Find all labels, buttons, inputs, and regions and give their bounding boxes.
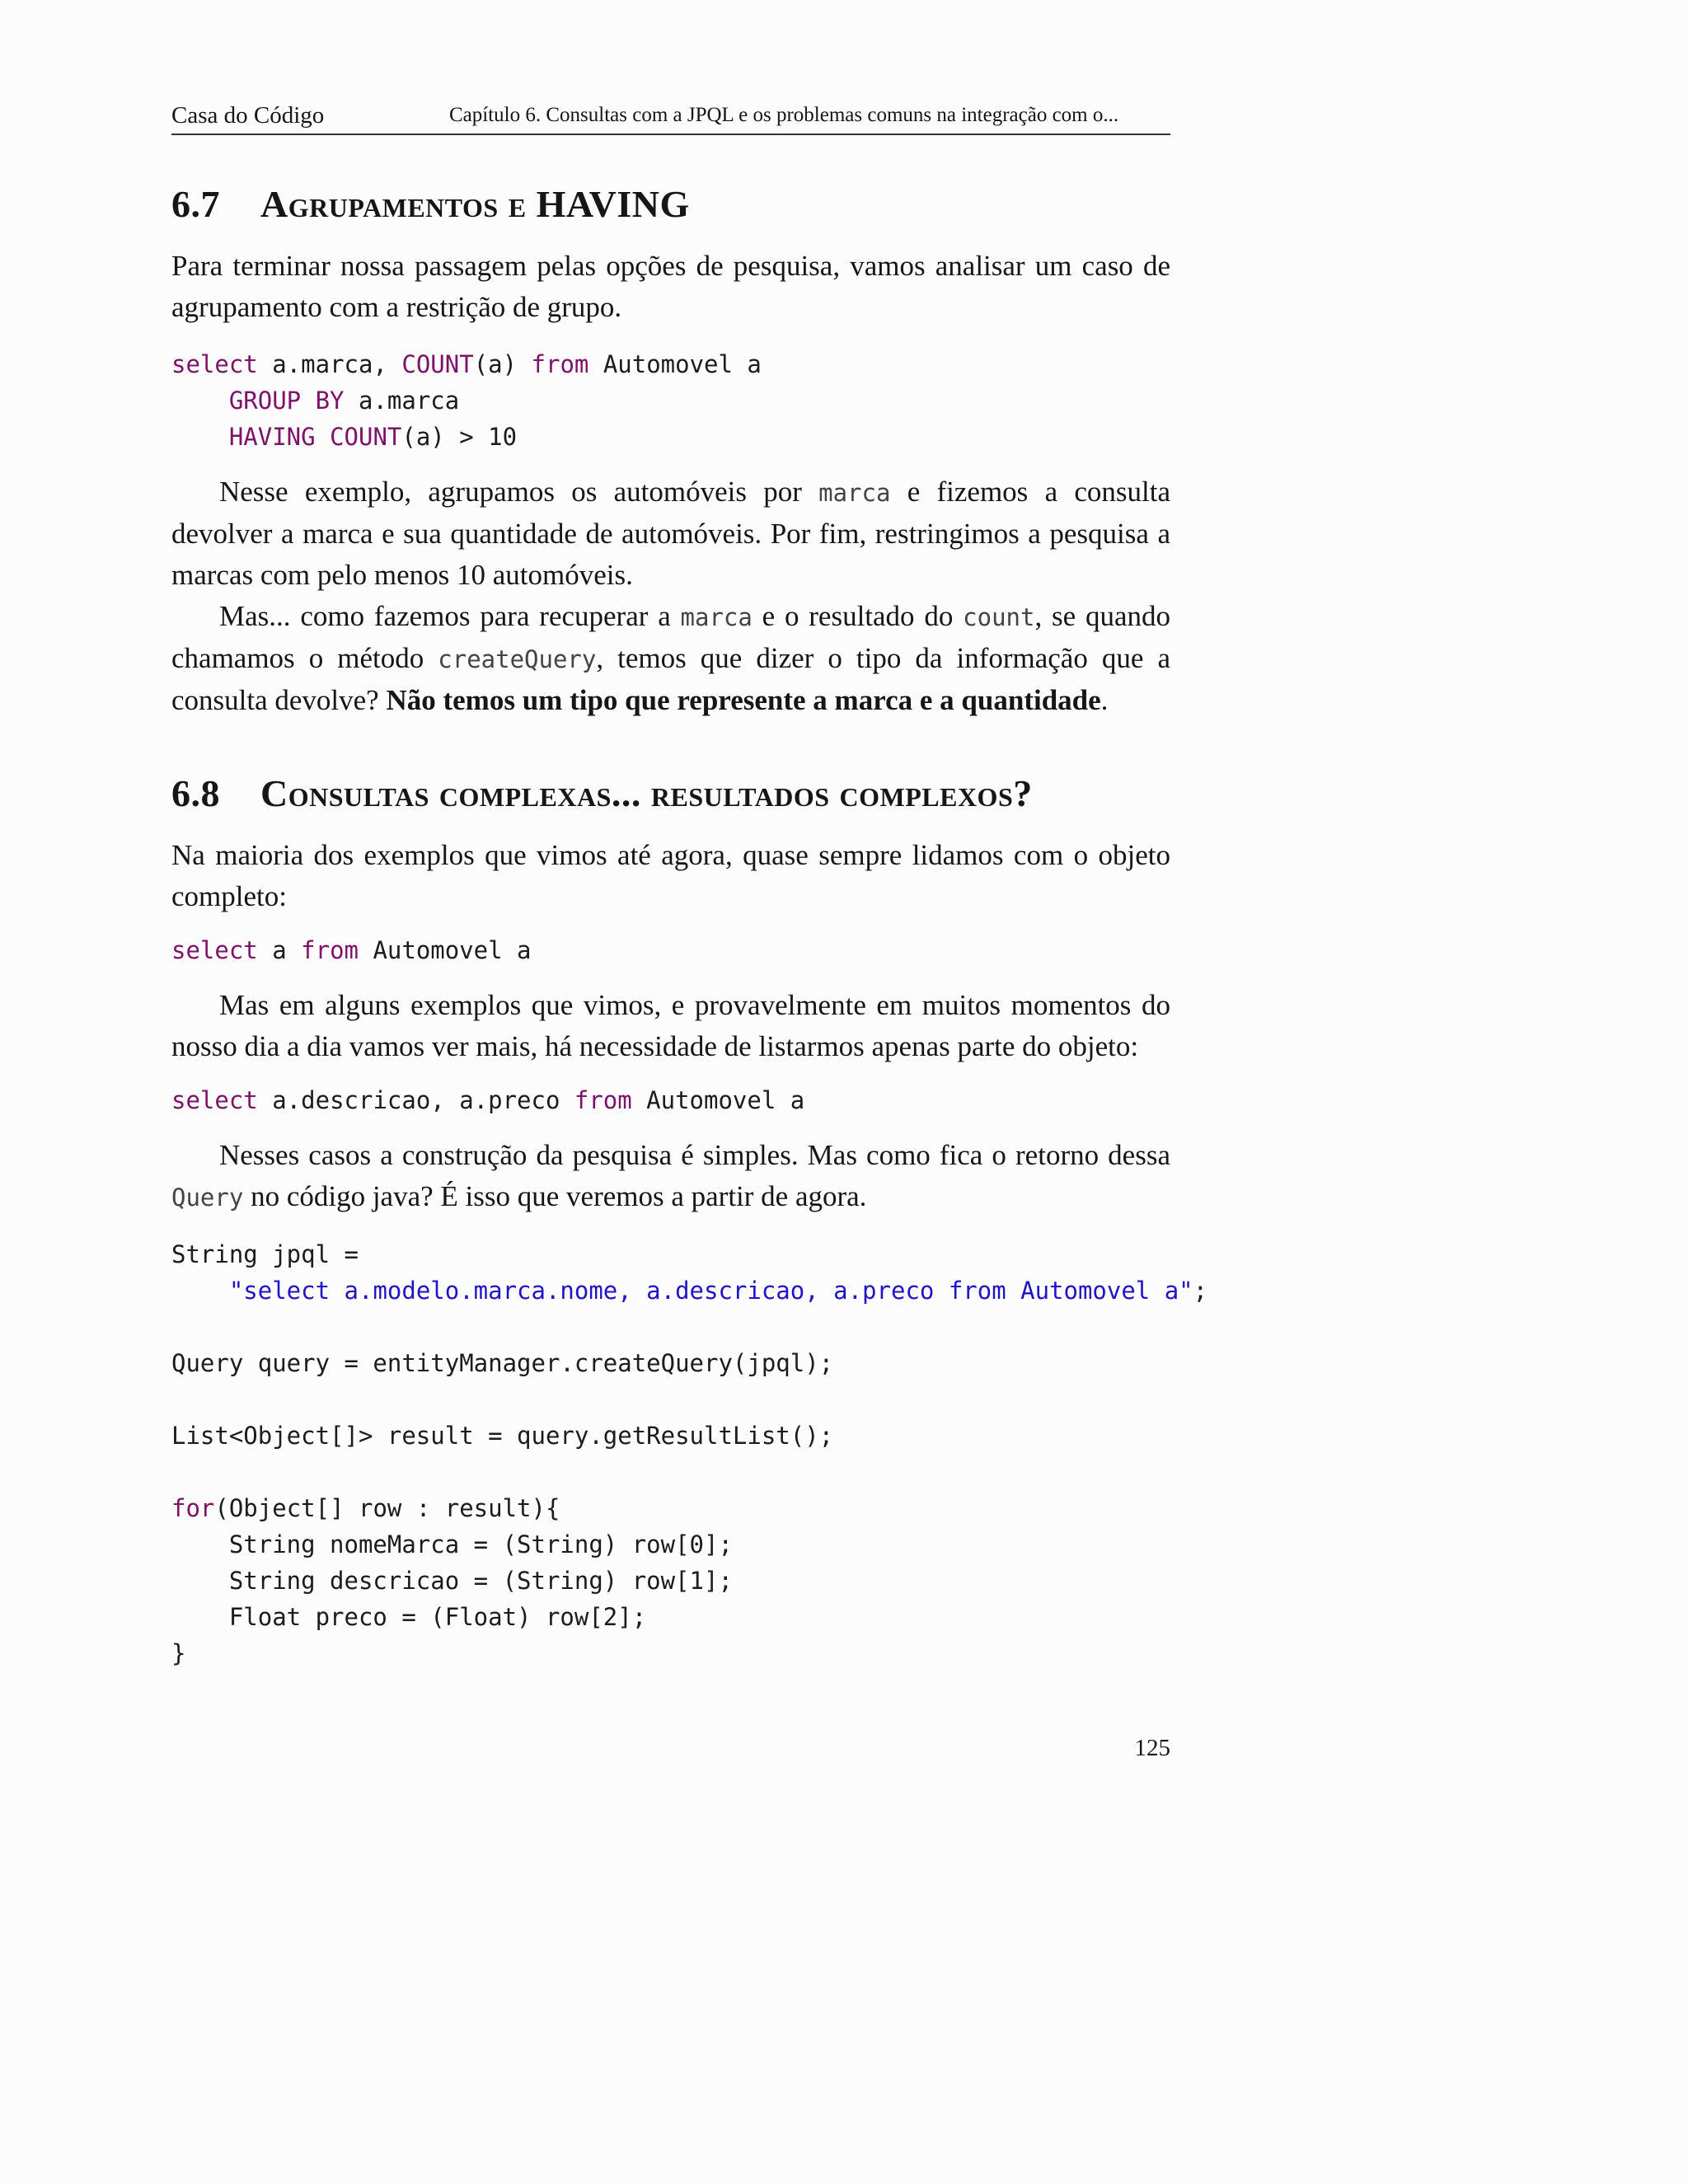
code-keyword: select (171, 936, 258, 964)
code-line: } (171, 1639, 186, 1667)
code-text: a.marca (344, 387, 460, 415)
code-keyword: HAVING (228, 423, 316, 451)
paragraph-intro-6-8: Na maioria dos exemplos que vimos até agora, quase sempre lidamos com o objeto completo: (171, 839, 1170, 912)
code-keyword: COUNT (330, 423, 402, 451)
code-keyword: select (171, 350, 258, 378)
code-text: Automovel a (588, 350, 762, 378)
code-text: Automovel a (631, 1086, 805, 1114)
text-run: e o resultado do (752, 600, 964, 632)
code-block-select-object (171, 932, 1170, 968)
inline-code: Query (171, 1183, 244, 1212)
inline-code: marca (680, 603, 753, 631)
paragraph-partial-object: Mas em alguns exemplos que vimos, e provavelmente em muitos momentos do nosso dia a dia vamos ver mais, há necessidade de listarmos apenas parte do objeto: (171, 989, 1170, 1062)
code-block-group-by (171, 346, 1170, 455)
text-run: , temos que dizer o tipo da informação que a consulta devolve? (171, 642, 1170, 716)
header-chapter: Capítulo 6. Consultas com a JPQL e os problemas comuns na integração com o... (449, 104, 1119, 126)
code-text: (a) (473, 350, 532, 378)
text-run: Nesse exemplo, agrupamos os automóveis por (219, 476, 819, 508)
inline-code: createQuery (438, 645, 597, 673)
text-run: Mas... como fazemos para recuperar a (219, 600, 681, 632)
code-text: (Object[] row : result){ (214, 1494, 560, 1522)
code-keyword: from (301, 936, 359, 964)
page-content (171, 180, 1208, 1671)
code-keyword: for (171, 1494, 215, 1522)
code-string: "select a.modelo.marca.nome, a.descricao, a.preco from Automovel a" (228, 1277, 1193, 1305)
paragraph-return-type (171, 1135, 1170, 1218)
code-text: (a) > 10 (401, 423, 518, 451)
code-keyword: COUNT (401, 350, 474, 378)
code-text: Automovel a (359, 936, 532, 964)
header-publisher: Casa do Código (171, 102, 325, 129)
bold-statement: Não temos um tipo que represente a marca e a quantidade (386, 684, 1101, 716)
code-text (316, 423, 330, 451)
code-keyword: from (531, 350, 589, 378)
code-indent (171, 387, 229, 415)
section-heading-6-8 (171, 769, 1170, 818)
section-title: Consultas complexas... resultados complexos? (260, 772, 1033, 814)
code-block-java (171, 1236, 1208, 1671)
code-text: a (257, 936, 302, 964)
code-text: ; (1193, 1277, 1208, 1305)
section-number: 6.7 (171, 183, 220, 225)
paragraph-group-explanation (171, 471, 1170, 596)
running-header (171, 99, 1170, 135)
code-line: String jpql = (171, 1240, 359, 1268)
section-number: 6.8 (171, 772, 220, 814)
text-run: . (1100, 684, 1109, 716)
page-number: 125 (1134, 1735, 1170, 1761)
paragraph-intro-6-7: Para terminar nossa passagem pelas opções de pesquisa, vamos analisar um caso de agrupamento com a restrição de grupo. (171, 250, 1170, 323)
inline-code: count (963, 603, 1035, 631)
code-line: String nomeMarca = (String) row[0]; (171, 1530, 733, 1558)
code-block-select-fields (171, 1082, 1170, 1118)
paragraph-question (171, 596, 1170, 721)
inline-code: marca (818, 479, 891, 507)
code-line: List<Object[]> result = query.getResultList(); (171, 1422, 834, 1450)
code-keyword: from (574, 1086, 632, 1114)
code-line: Float preco = (Float) row[2]; (171, 1603, 647, 1631)
code-line: String descricao = (String) row[1]; (171, 1567, 733, 1595)
text-run: Nesses casos a construção da pesquisa é simples. Mas como fica o retorno dessa (219, 1139, 1170, 1171)
text-run: e fizemos a consulta devolver a marca e sua quantidade de automóveis. Por fim, restringimos a pesquisa a marcas com pelo menos 10 automóveis. (171, 476, 1170, 591)
text-run: no código java? É isso que veremos a partir de agora. (243, 1180, 867, 1212)
code-keyword: GROUP BY (228, 387, 345, 415)
code-line: Query query = entityManager.createQuery(jpql); (171, 1349, 834, 1377)
code-text: a.marca, (257, 350, 402, 378)
code-indent (171, 1277, 229, 1305)
text-run: , se quando chamamos o método (171, 600, 1170, 674)
section-heading-6-7 (171, 180, 1170, 229)
code-keyword: select (171, 1086, 258, 1114)
code-text: a.descricao, a.preco (257, 1086, 574, 1114)
code-indent (171, 423, 229, 451)
section-title: Agrupamentos e HAVING (260, 183, 690, 225)
